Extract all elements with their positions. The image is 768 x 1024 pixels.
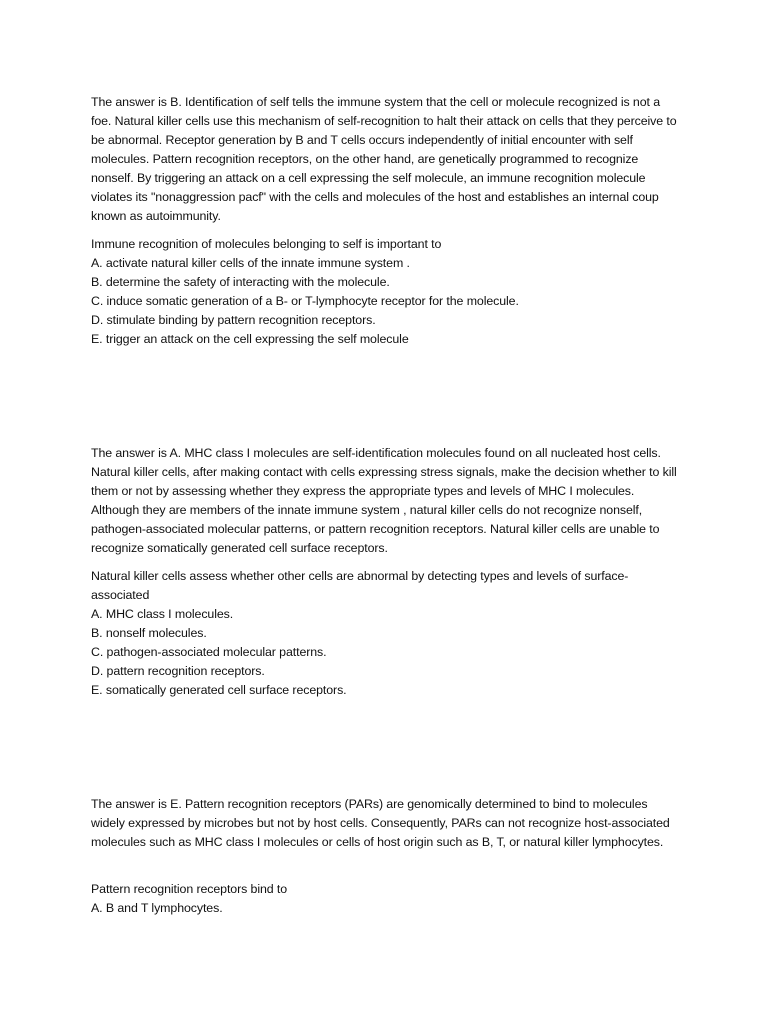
answer-explanation-2 — [91, 444, 681, 558]
question-stem-3: Pattern recognition receptors bind to — [91, 882, 288, 896]
option-2d: D. pattern recognition receptors. — [91, 664, 265, 678]
question-stem-2: Natural killer cells assess whether other cells are abnormal by detecting types and levels of surface-associated — [91, 569, 629, 602]
question-1 — [91, 235, 681, 349]
option-2b: B. nonself molecules. — [91, 626, 207, 640]
option-1a: A. activate natural killer cells of the innate immune system . — [91, 256, 410, 270]
option-list-1 — [91, 254, 681, 349]
question-stem-1: Immune recognition of molecules belonging to self is important to — [91, 237, 442, 251]
answer-explanation-1 — [91, 93, 681, 226]
option-1e: E. trigger an attack on the cell expressing the self molecule — [91, 332, 409, 346]
option-2e: E. somatically generated cell surface receptors. — [91, 683, 347, 697]
option-3a: A. B and T lymphocytes. — [91, 901, 223, 915]
option-1c: C. induce somatic generation of a B- or T-lymphocyte receptor for the molecule. — [91, 294, 519, 308]
answer-text-2: The answer is A. MHC class I molecules are self-identification molecules found on all nucleated host cells. Natural killer cells, after making contact with cells expressing stress signals, make the decision whether to kill them or not by assessing whether they express the appropriate types and levels of MHC I molecules. Although they are members of the innate immune system , natural killer cells do not recognize nonself, pathogen-associated molecular patterns, or pattern recognition receptors. Natural killer cells are unable to recognize somatically generated cell surface receptors. — [91, 446, 677, 555]
option-1b: B. determine the safety of interacting with the molecule. — [91, 275, 390, 289]
answer-text-3: The answer is E. Pattern recognition receptors (PARs) are genomically determined to bind to molecules widely expressed by microbes but not by host cells. Consequently, PARs can not recognize host-associated molecules such as MHC class I molecules or cells of host origin such as B, T, or natural killer lymphocytes. — [91, 797, 670, 849]
question-2 — [91, 567, 681, 700]
answer-explanation-3 — [91, 795, 681, 852]
answer-text-1: The answer is B. Identification of self tells the immune system that the cell or molecule recognized is not a foe. Natural killer cells use this mechanism of self-recognition to halt their attack on cells that they perceive to be abnormal. Receptor generation by B and T cells occurs independently of initial encounter with self molecules. Pattern recognition receptors, on the other hand, are genetically programmed to recognize nonself. By triggering an attack on a cell expressing the self molecule, an immune recognition molecule violates its "nonaggression pacf" with the cells and molecules of the host and establishes an internal coup known as autoimmunity. — [91, 95, 677, 223]
option-1d: D. stimulate binding by pattern recognition receptors. — [91, 313, 376, 327]
option-2c: C. pathogen-associated molecular patterns. — [91, 645, 327, 659]
question-3 — [91, 880, 681, 918]
option-2a: A. MHC class I molecules. — [91, 607, 234, 621]
option-list-2 — [91, 605, 681, 700]
option-list-3 — [91, 899, 681, 918]
